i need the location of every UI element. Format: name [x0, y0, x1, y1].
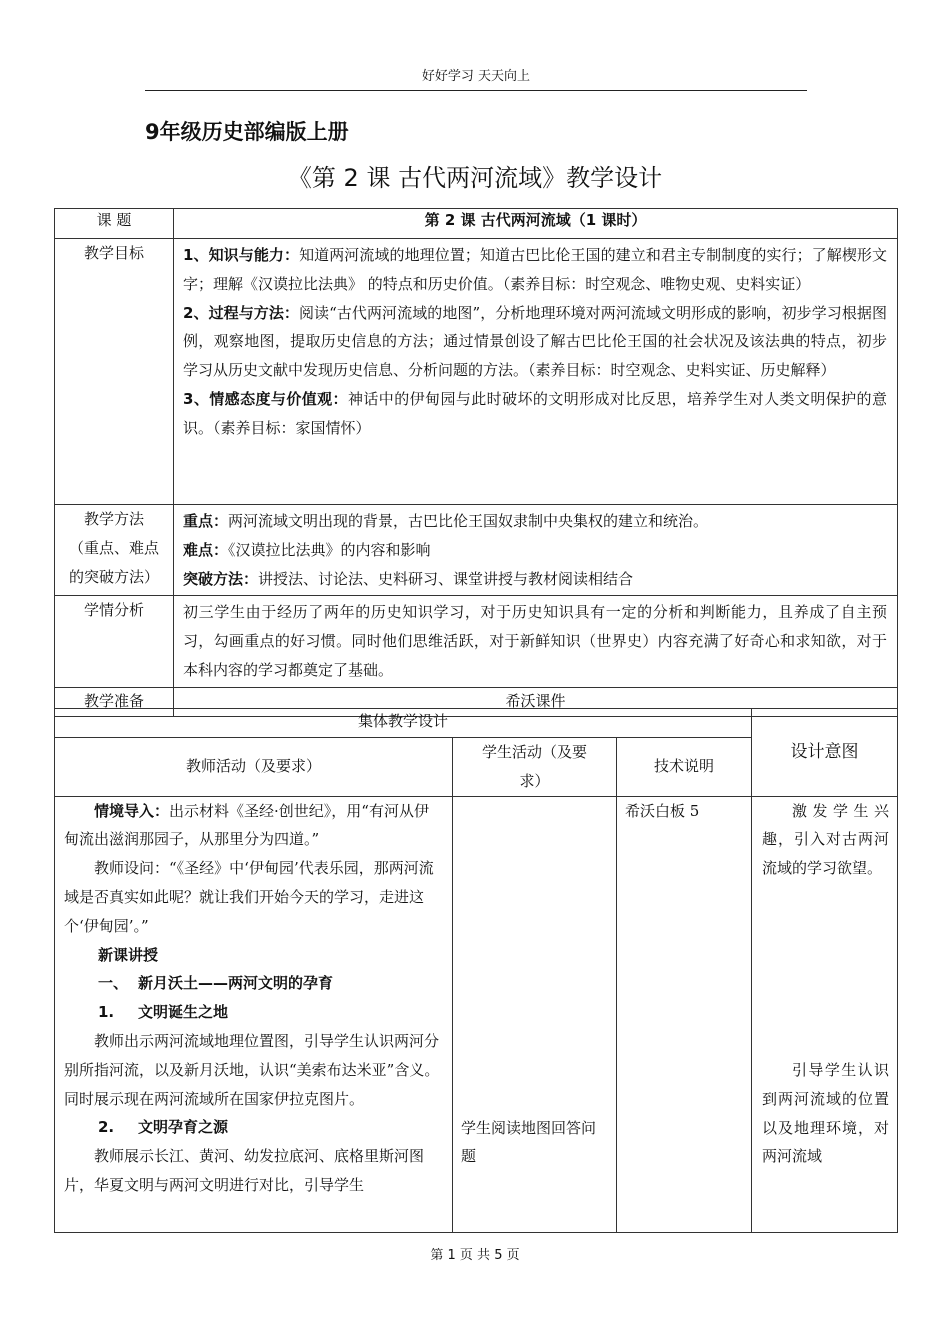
teacher-activity-content [55, 796, 453, 1232]
tech-header: 技术说明 [617, 738, 752, 797]
subsection-paragraph: 教师展示长江、黄河、幼发拉底河、底格里斯河图片，华夏文明与两河文明进行对比，引导学生 [64, 1147, 425, 1194]
topic-label: 课 题 [55, 209, 174, 239]
intro-paragraph: 情境导入：出示材料《圣经·创世纪》，用“有河从伊甸流出滋润那园子，从那里分为四道。” [64, 801, 429, 849]
objectives-row [55, 239, 898, 505]
page-header: 好好学习 天天向上 [145, 66, 807, 91]
method-item: 难点：《汉谟拉比法典》的内容和影响 [183, 540, 431, 559]
intent-header: 设计意图 [752, 709, 898, 797]
subsection-heading: 1. 文明诞生之地 [98, 1003, 229, 1022]
design-table [54, 708, 898, 1233]
question-paragraph: 教师设问：“《圣经》中‘伊甸园’代表乐园，那两河流域是否真实如此呢？就让我们开始今天的学习，走进这个‘伊甸园’。” [64, 859, 434, 935]
method-item: 重点：两河流域文明出现的背景，古巴比伦王国奴隶制中央集权的建立和统治。 [183, 512, 709, 530]
objectives-label: 教学目标 [55, 239, 174, 505]
topic-value: 第 2 课 古代两河流域（1 课时） [174, 209, 898, 239]
prep-value: 希沃课件 [174, 687, 898, 716]
topic-row [55, 209, 898, 239]
student-activity-content [453, 796, 617, 1232]
page-footer: 第 1 页 共 5 页 [430, 1248, 520, 1263]
teacher-activity-header: 教师活动（及要求） [55, 738, 453, 797]
analysis-label: 学情分析 [55, 596, 174, 687]
objectives-content [174, 239, 898, 505]
new-lesson-heading: 新课讲授 [98, 945, 159, 964]
analysis-content: 初三学生由于经历了两年的历史知识学习，对于历史知识具有一定的分析和判断能力，且养成了自主预习，勾画重点的好习惯。同时他们思维活跃，对于新鲜知识（世界史）内容充满了好奇心和求知欲，对于本科内容的学习都奠定了基础。 [174, 596, 898, 687]
prep-label: 教学准备 [55, 687, 174, 716]
subsection-paragraph: 教师出示两河流域地理位置图，引导学生认识两河分别所指河流，以及新月沃地，认识“美索布达米亚”含义。同时展示现在两河流域所在国家伊拉克图片。 [64, 1031, 440, 1108]
intent-paragraph: 激发学生兴趣，引入对古两河流域的学习欲望。 [762, 801, 890, 878]
section-heading: 一、 新月沃土——两河文明的孕育 [98, 974, 334, 993]
grade-heading: 9年级历史部编版上册 [145, 120, 349, 144]
student-activity-header: 学生活动（及要求） [453, 738, 617, 797]
methods-label: 教学方法 （重点、难点 的突破方法） [55, 505, 174, 596]
method-item: 突破方法：讲授法、讨论法、史料研习、课堂讲授与教材阅读相结合 [183, 569, 634, 588]
analysis-row [55, 596, 898, 687]
subsection-heading: 2. 文明孕育之源 [98, 1118, 229, 1137]
student-activity-text: 学生阅读地图回答问题 [461, 1118, 597, 1166]
lesson-info-table [54, 208, 898, 717]
tech-content: 希沃白板 5 [617, 796, 752, 1232]
document-title: 《第 2 课 古代两河流域》教学设计 [287, 164, 663, 192]
methods-row [55, 505, 898, 596]
design-content-row [55, 796, 898, 1232]
group-design-header: 集体教学设计 [55, 709, 752, 738]
intent-content [752, 796, 898, 1232]
design-header-row [55, 709, 898, 738]
methods-content [174, 505, 898, 596]
objective-item: 3、情感态度与价值观：神话中的伊甸园与此时破坏的文明形成对比反思，培养学生对人类文明保护的意识。（素养目标：家国情怀） [183, 389, 887, 437]
objective-item: 2、过程与方法：阅读“古代两河流域的地图”，分析地理环境对两河流域文明形成的影响，初步学习根据图例，观察地图，提取历史信息的方法；通过情景创设了解古巴比伦王国的社会状况及该法典的特点，初步学习从历史文献中发现历史信息、分析问题的方法。（素养目标：时空观念、史料实证、历史解释） [183, 303, 887, 380]
objective-item: 1、知识与能力：知道两河流域的地理位置；知道古巴比伦王国的建立和君主专制制度的实行；了解楔形文字；理解《汉谟拉比法典》 的特点和历史价值。（素养目标：时空观念、唯物史观、史料实证） [183, 246, 887, 293]
intent-paragraph: 引导学生认识到两河流域的位置以及地理环境，对两河流域 [762, 1060, 890, 1166]
